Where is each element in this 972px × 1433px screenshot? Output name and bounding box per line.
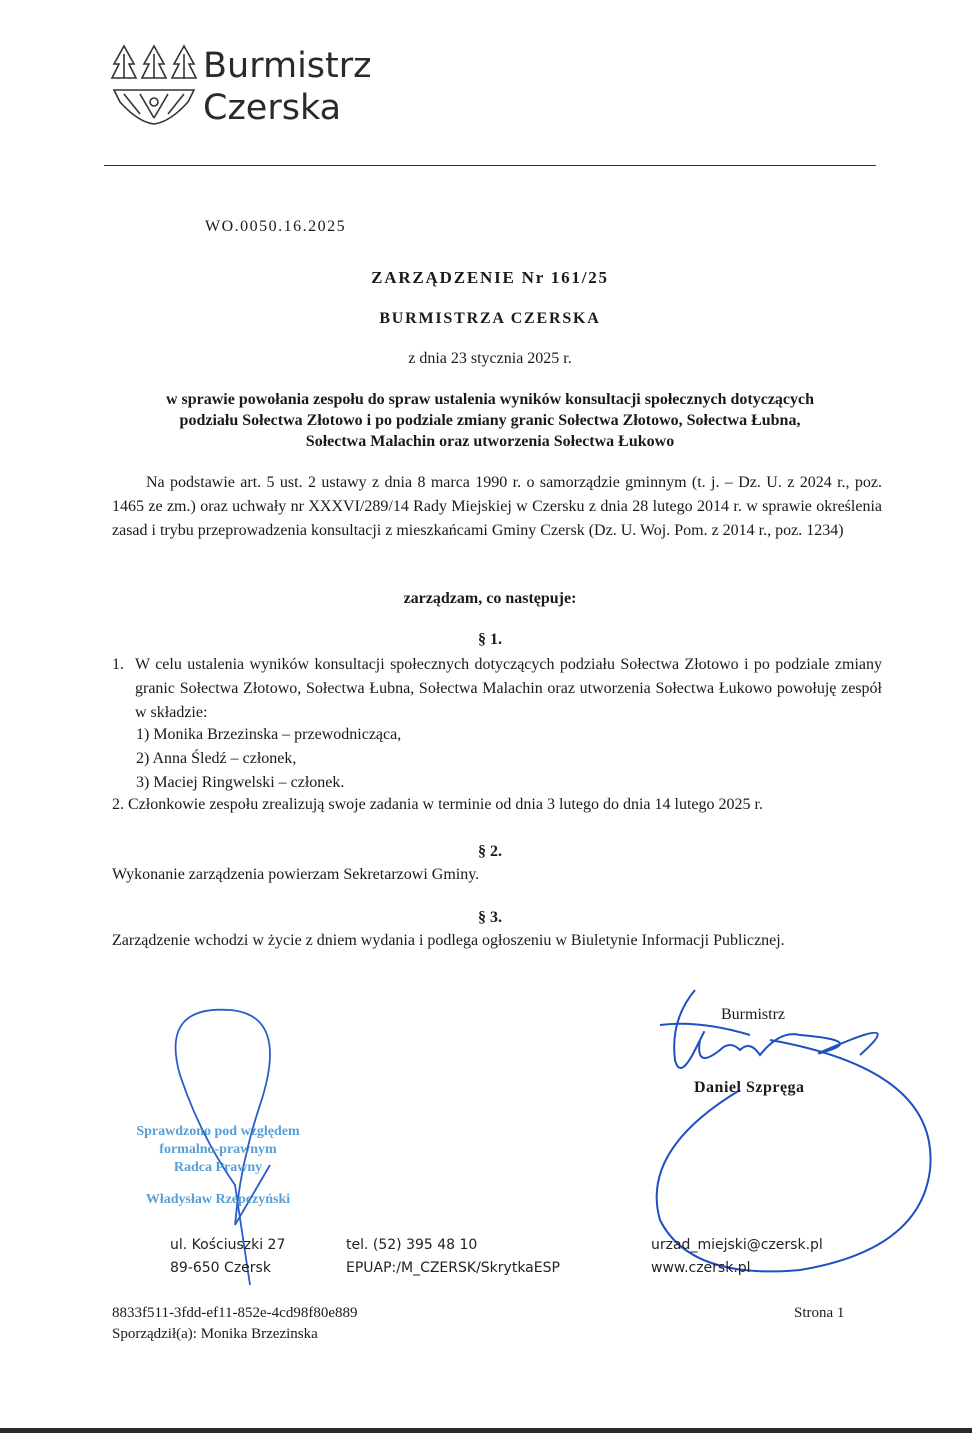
document-issuer: BURMISTRZA CZERSKA	[379, 310, 601, 327]
item-number: 1.	[112, 656, 124, 673]
footer-phone: tel. (52) 395 48 10	[346, 1237, 478, 1253]
stamp-line-3: Radca Prawny	[173, 1160, 263, 1175]
document-id: 8833f511-3fdd-ef11-852e-4cd98f80e889	[112, 1305, 358, 1321]
section-2-heading: § 2.	[478, 843, 502, 860]
team-member-2: 2) Anna Śledź – członek,	[136, 750, 297, 767]
legal-basis-text: Na podstawie art. 5 ust. 2 ustawy z dnia 8 marca 1990 r. o samorządzie gminnym (t. j. – Dz. U. z 2024 r., poz. 1465 ze zm.) oraz uchwały nr XXXVI/289/14 Rady Miejskiej w Czersku z dnia 28 lutego 2014 r. w sprawie określenia zasad i trybu przeprowadzenia konsultacji z mieszkańcami Gminy Czersk (Dz. U. Woj. Pom. z 2014 r., poz. 1234)	[112, 474, 882, 539]
document-reference: WO.0050.16.2025	[205, 218, 347, 235]
footer-address-street: ul. Kościuszki 27	[170, 1237, 286, 1253]
footer-website: www.czersk.pl	[651, 1260, 751, 1276]
section-1-item-1	[112, 653, 882, 725]
footer-address-city: 89-650 Czersk	[170, 1260, 271, 1276]
item-text: W celu ustalenia wyników konsultacji społecznych dotyczących podziału Sołectwa Złotowo i po podziale zmiany granic Sołectwa Złotowo, Sołectwa Łubna, Sołectwa Malachin oraz utworzenia Sołectwa Łukowo powołuję zespół w składzie:	[135, 656, 882, 721]
subject-line-1: w sprawie powołania zespołu do spraw ustalenia wyników konsultacji społecznych dotyczących	[165, 391, 815, 408]
brand-line-1: Burmistrz	[203, 46, 372, 86]
page-number: Strona 1	[794, 1305, 845, 1321]
header-divider	[104, 165, 876, 166]
section-1-heading: § 1.	[478, 631, 502, 648]
legal-basis	[112, 471, 882, 543]
stamp-line-1: Sprawdzono pod względem	[136, 1124, 300, 1139]
document-title: ZARZĄDZENIE Nr 161/25	[371, 268, 609, 287]
subject-line-2: podziału Sołectwa Złotowo i po podziale zmiany granic Sołectwa Złotowo, Sołectwa Łubna,	[179, 412, 801, 429]
section-1-item-2: 2. Członkowie zespołu zrealizują swoje zadania w terminie od dnia 3 lutego do dnia 14 lutego 2025 r.	[112, 796, 763, 813]
signature-title: Burmistrz	[721, 1006, 785, 1023]
bottom-edge-bar	[0, 1428, 972, 1433]
team-member-1: 1) Monika Brzezinska – przewodnicząca,	[136, 726, 402, 743]
stamp-line-2: formalno-prawnym	[159, 1142, 277, 1157]
section-3-heading: § 3.	[478, 909, 502, 926]
footer-email: urzad_miejski@czersk.pl	[651, 1237, 823, 1253]
document-author: Sporządził(a): Monika Brzezinska	[112, 1326, 318, 1342]
stamp-name: Władysław Rzepczyński	[145, 1192, 291, 1207]
section-2-text: Wykonanie zarządzenia powierzam Sekretarzowi Gminy.	[112, 866, 480, 883]
legal-review-stamp	[118, 1123, 318, 1209]
document-subject	[104, 389, 876, 452]
signatory-name: Daniel Szpręga	[694, 1079, 805, 1096]
czersk-crest-icon	[110, 44, 210, 128]
decree-statement: zarządzam, co następuje:	[403, 590, 577, 607]
team-member-3: 3) Maciej Ringwelski – członek.	[136, 774, 345, 791]
mayor-signature	[600, 980, 960, 1280]
footer-epuap: EPUAP:/M_CZERSK/SkrytkaESP	[346, 1260, 560, 1276]
subject-line-3: Sołectwa Malachin oraz utworzenia Sołectwa Łukowo	[305, 433, 675, 450]
brand-line-2: Czerska	[203, 88, 342, 128]
section-3-text: Zarządzenie wchodzi w życie z dniem wydania i podlega ogłoszeniu w Biuletynie Informacji Publicznej.	[112, 932, 785, 949]
document-date: z dnia 23 stycznia 2025 r.	[408, 350, 572, 367]
